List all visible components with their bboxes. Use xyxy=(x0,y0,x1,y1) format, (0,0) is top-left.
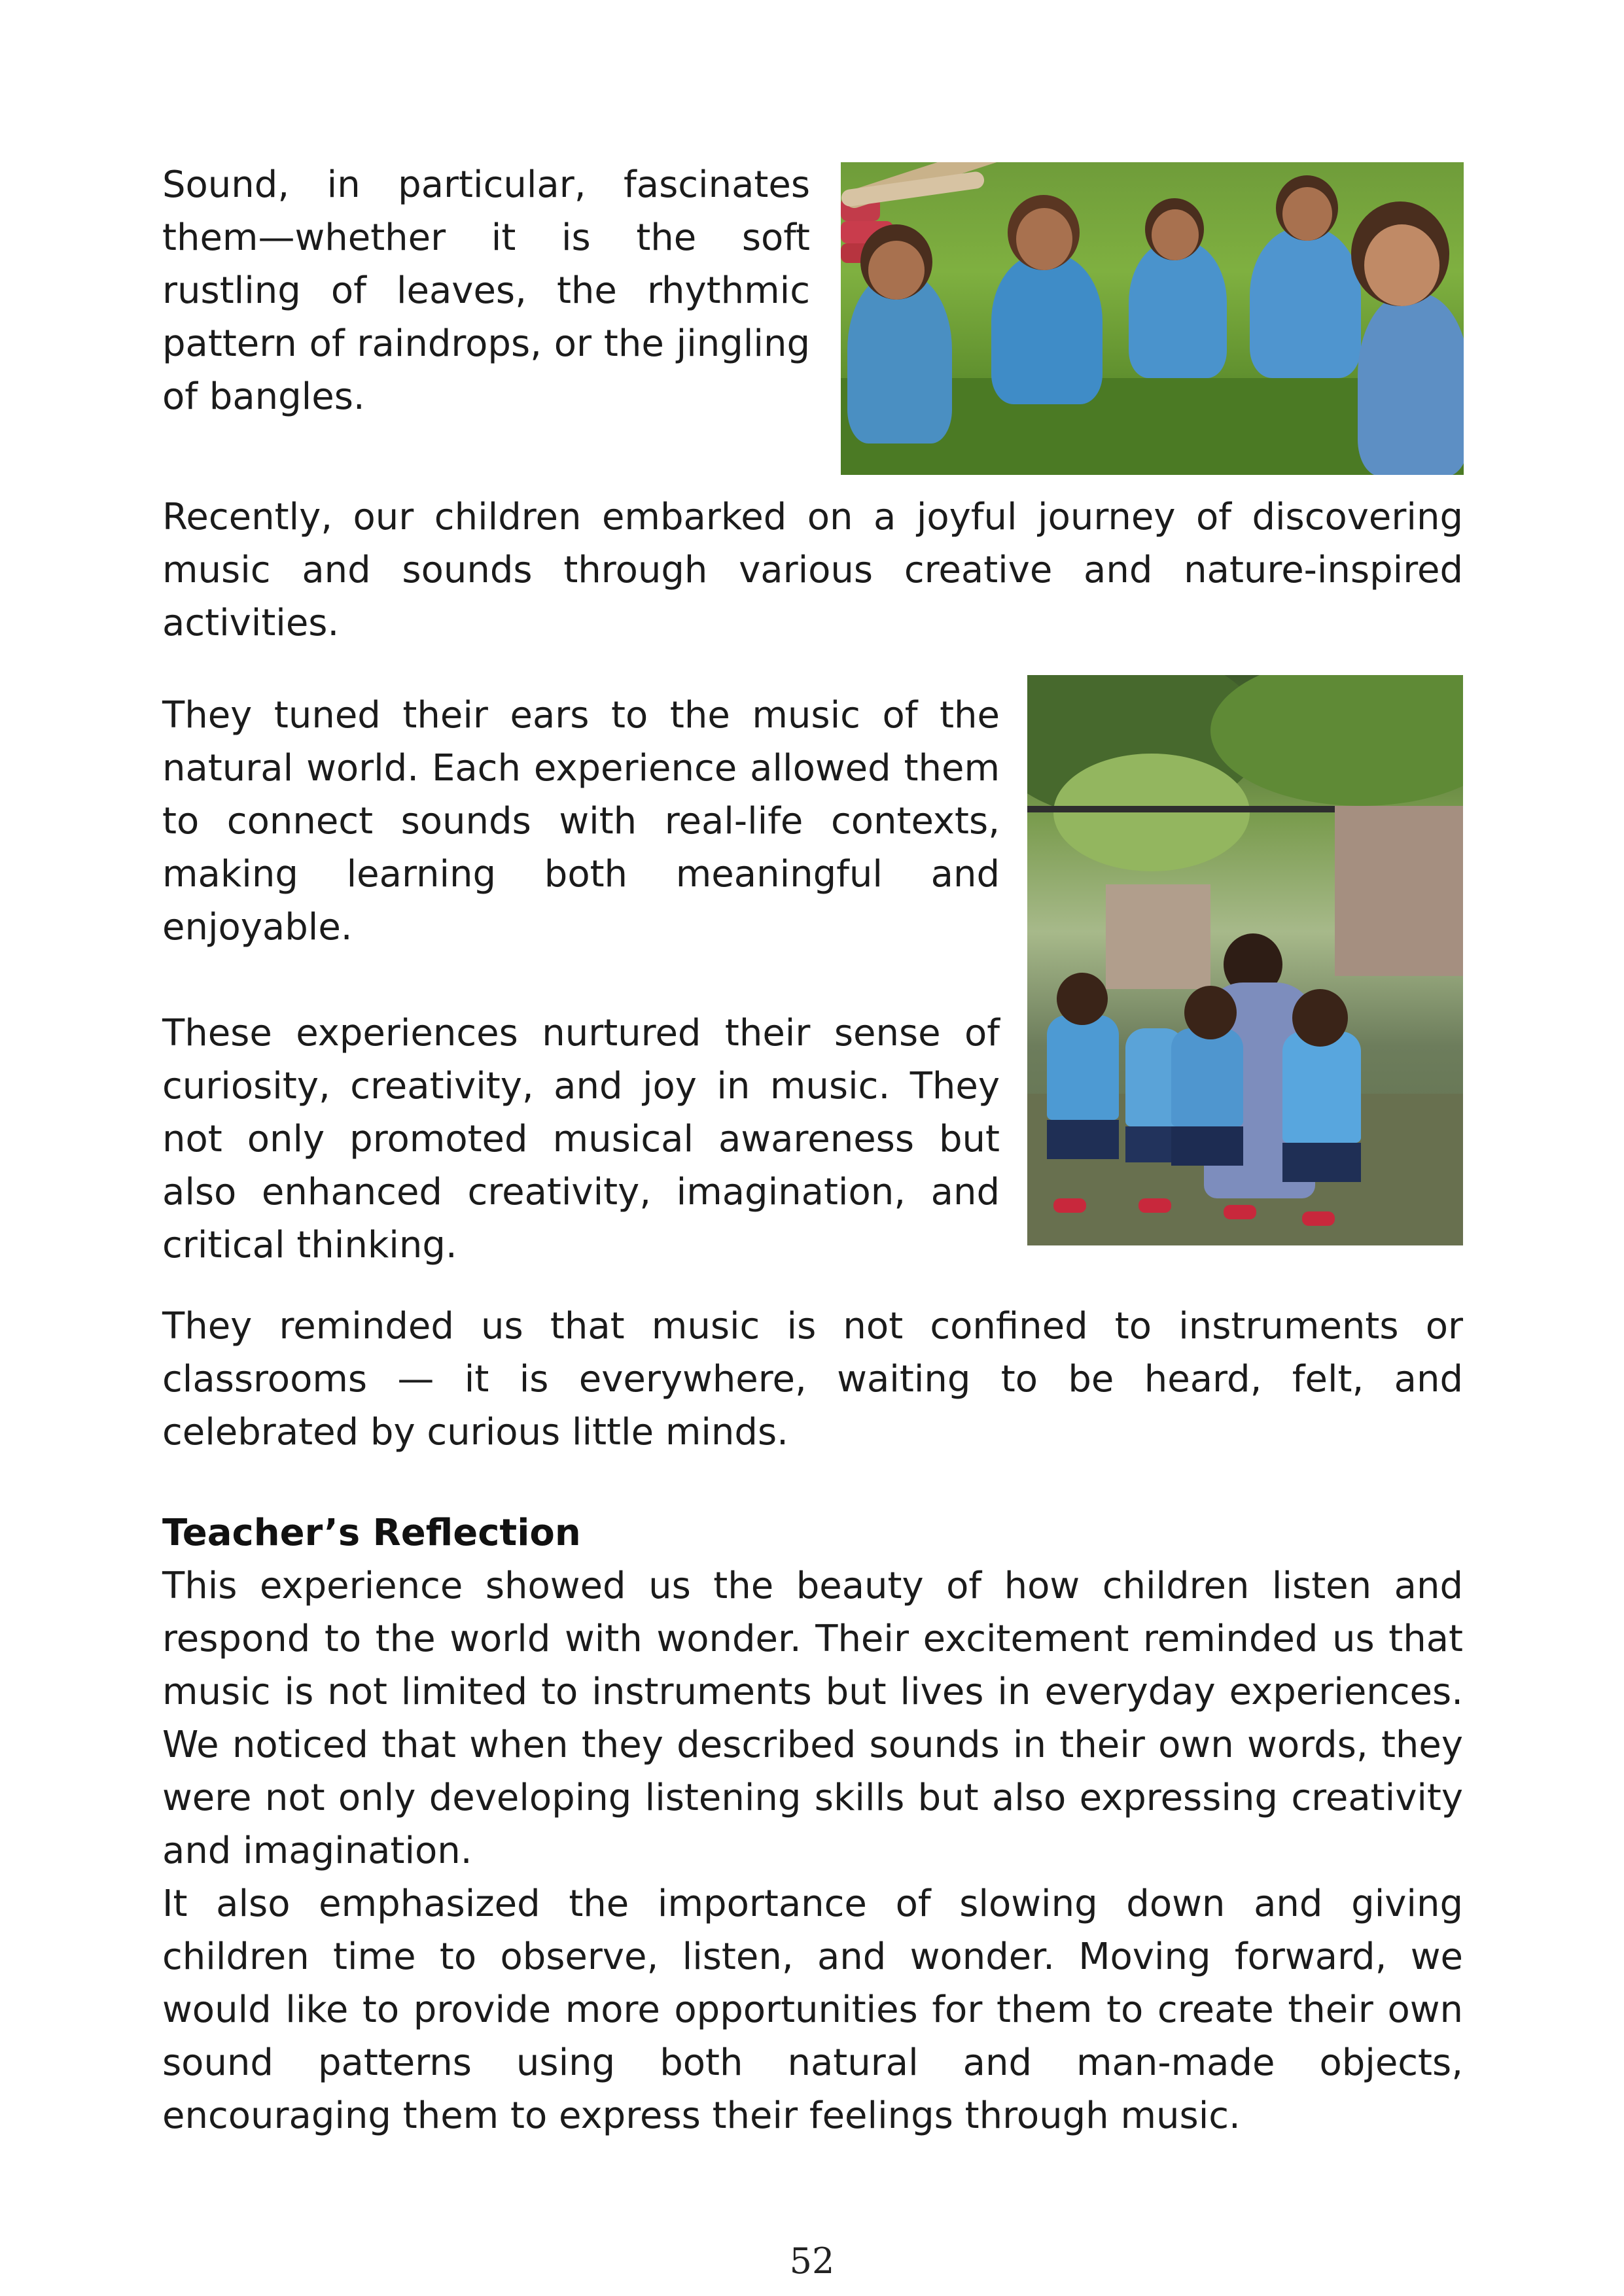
paragraph-experiences-nurtured: These experiences nurtured their sense of curiosity, creativity, and joy in music. They not only promoted musical awareness but also enhanced creativity, imagination, and critical thinking. xyxy=(162,1012,1000,1266)
children-on-grass-photo xyxy=(841,162,1464,475)
paragraph-natural-world: They tuned their ears to the music of the natural world. Each experience allowed them to connect sounds with real-life contexts, making learning both meaningful and enjoyable. xyxy=(162,694,1000,948)
page-number: 52 xyxy=(789,2240,835,2282)
paragraph-music-everywhere: They reminded us that music is not confined to instruments or classrooms — it is everywhere, waiting to be heard, felt, and celebrated by curious little minds. xyxy=(162,1305,1463,1453)
teacher-with-children-garden-photo xyxy=(1027,675,1463,1245)
reflection-paragraph-1: This experience showed us the beauty of how children listen and respond to the world with wonder. Their excitement reminded us that music is not limited to instruments but lives in everyday experiences. We noticed that when they described sounds in their own words, they were not only developing listening skills but also expressing creativity and imagination. xyxy=(162,1565,1463,1872)
reflection-paragraph-2: It also emphasized the importance of slowing down and giving children time to observe, listen, and wonder. Moving forward, we would like to provide more opportunities for them to create their own sound patterns using both natural and man-made objects, encouraging them to express their feelings through music. xyxy=(162,1883,1463,2137)
paragraph-sound-fascinates: Sound, in particular, fascinates them—whether it is the soft rustling of leaves, the rhythmic pattern of raindrops, or the jingling of bangles. xyxy=(162,164,810,418)
teachers-reflection-heading: Teacher’s Reflection xyxy=(162,1512,581,1554)
paragraph-joyful-journey: Recently, our children embarked on a joyful journey of discovering music and sounds through various creative and nature-inspired activities. xyxy=(162,496,1463,644)
